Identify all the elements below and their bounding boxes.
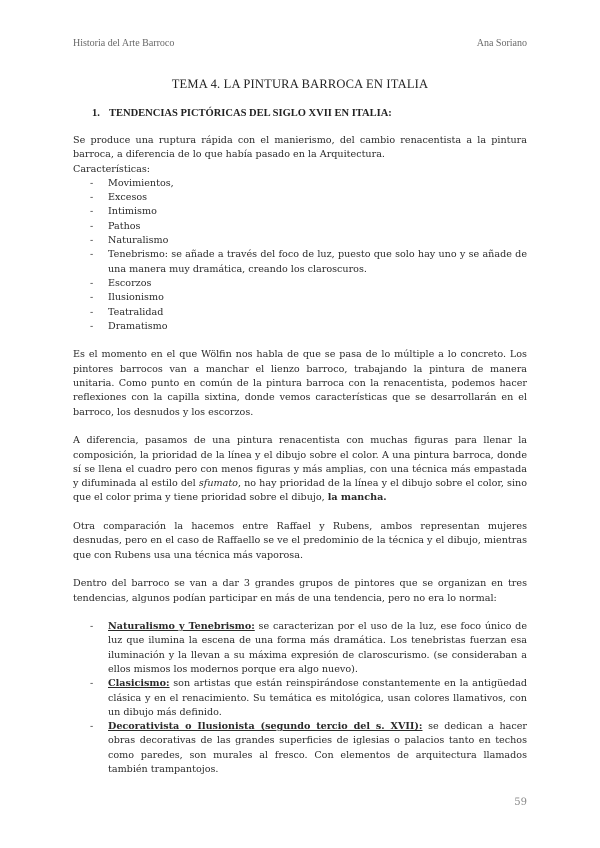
list-item-text: Naturalismo	[108, 235, 169, 247]
tendency-description: se dedican a hacer obras decorativas de las grandes superficies de iglesias o palacios tanto en techos como paredes, son murales al fresco. Con elementos de arquitectura llamados también trampantojos.	[108, 721, 527, 776]
paragraph-gap	[73, 563, 527, 577]
list-dash: -	[90, 277, 94, 289]
list-item-text: Teatralidad	[108, 306, 164, 318]
list-item-text: Tenebrismo: se añade a través del foco de luz, puesto que solo hay uno y se añade de una manera muy dramática, creando los claroscuros.	[108, 249, 527, 275]
list-item	[73, 248, 527, 277]
wolfin-paragraph: Es el momento en el que Wölfin nos habla de que se pasa de lo múltiple a lo concreto. Los pintores barrocos van a manchar el lienzo barroco, trabajando la pintura de manera unitaria. Como punto en común de la pintura barroca con la renacentista, podemos hacer reflexiones con la capilla sixtina, donde vemos características que se desarrollarán en el barroco, los desnudos y los escorzos.	[73, 349, 527, 418]
list-dash: -	[90, 177, 94, 189]
list-dash: -	[90, 206, 94, 218]
intro-paragraph: Se produce una ruptura rápida con el manierismo, del cambio renacentista a la pintura barroca, a diferencia de lo que había pasado en la Arquitectura.	[73, 135, 527, 161]
list-item-text: Dramatismo	[108, 320, 168, 332]
characteristics-label: Características:	[73, 163, 151, 175]
header-course-title: Historia del Arte Barroco	[73, 38, 175, 49]
paragraph-gap	[73, 606, 527, 620]
difference-text-part2: , no hay prioridad de la línea y el dibujo sobre el color, sino que el color prima y tiene prioridad sobre el dibujo,	[73, 478, 528, 504]
section-heading	[92, 108, 392, 119]
paragraph-gap	[73, 334, 527, 348]
page-number: 59	[514, 797, 527, 808]
sfumato-term: sfumato	[198, 478, 238, 490]
list-dash: -	[90, 220, 94, 232]
list-item-text: Escorzos	[108, 277, 152, 289]
document-body	[73, 134, 527, 777]
list-dash: -	[90, 192, 94, 204]
list-dash: -	[90, 621, 94, 633]
groups-paragraph: Dentro del barroco se van a dar 3 grandes grupos de pintores que se organizan en tres tendencias, algunos podían participar en más de una tendencia, pero no era lo normal:	[73, 578, 527, 604]
list-item-text: Ilusionismo	[108, 292, 164, 304]
list-dash: -	[90, 306, 94, 318]
tendency-description: son artistas que están reinspirándose constantemente en la antigüedad clásica y en el renacimiento. Su temática es mitológica, usan colores llamativos, con un dibujo más definido.	[108, 678, 527, 718]
tendency-item	[73, 720, 527, 777]
page-title: TEMA 4. LA PINTURA BARROCA EN ITALIA	[171, 77, 429, 91]
list-item	[73, 177, 527, 191]
header-author: Ana Soriano	[476, 38, 527, 49]
list-item-text: Intimismo	[108, 206, 157, 218]
list-item	[73, 234, 527, 248]
difference-text-part1: A diferencia, pasamos de una pintura renacentista con muchas figuras para llenar la composición, la prioridad de la línea y el dibujo sobre el color. A una pintura barroca, donde sí se llena el cuadro pero con menos figuras y más amplias, con una técnica más empastada y difuminada al estilo del	[73, 435, 527, 490]
paragraph-gap	[73, 506, 527, 520]
list-item-text: Pathos	[108, 220, 141, 232]
list-dash: -	[90, 235, 94, 247]
section-title: TENDENCIAS PICTÓRICAS DEL SIGLO XVII EN ITALIA:	[109, 108, 392, 119]
mancha-term: la mancha.	[327, 492, 387, 504]
difference-paragraph	[73, 434, 527, 505]
tendency-description: se caracterizan por el uso de la luz, ese foco único de luz que ilumina la escena de una forma más dramática. Los tenebristas fuerzan esa iluminación y la llevan a su máxima expresión de claroscurismo. (se consideraban a ellos mismos los modernos porque era algo nuevo).	[108, 621, 527, 675]
list-item	[73, 277, 527, 291]
tendency-name: Clasicismo:	[108, 678, 170, 690]
list-item	[73, 306, 527, 320]
list-item	[73, 220, 527, 234]
running-header	[73, 38, 527, 49]
list-dash: -	[90, 320, 94, 332]
list-dash: -	[90, 721, 94, 733]
list-dash: -	[90, 249, 94, 261]
list-dash: -	[90, 292, 94, 304]
list-item-text: Movimientos,	[108, 177, 174, 189]
list-item	[73, 320, 527, 334]
tendency-name: Decorativista o Ilusionista (segundo tercio del s. XVII):	[108, 721, 423, 733]
characteristics-list	[73, 177, 527, 334]
tendency-item	[73, 677, 527, 720]
tendency-item	[73, 620, 527, 677]
list-item	[73, 191, 527, 205]
tendency-name: Naturalismo y Tenebrismo:	[108, 621, 255, 633]
list-dash: -	[90, 678, 94, 690]
list-item-text: Excesos	[108, 192, 148, 204]
list-item	[73, 205, 527, 219]
comparison-paragraph: Otra comparación la hacemos entre Raffael y Rubens, ambos representan mujeres desnudas, pero en el caso de Raffaello se ve el predominio de la técnica y el dibujo, mientras que con Rubens usa una técnica más vaporosa.	[73, 521, 527, 561]
tendencies-list	[73, 620, 527, 777]
paragraph-gap	[73, 420, 527, 434]
section-number: 1.	[92, 108, 100, 119]
list-item	[73, 291, 527, 305]
